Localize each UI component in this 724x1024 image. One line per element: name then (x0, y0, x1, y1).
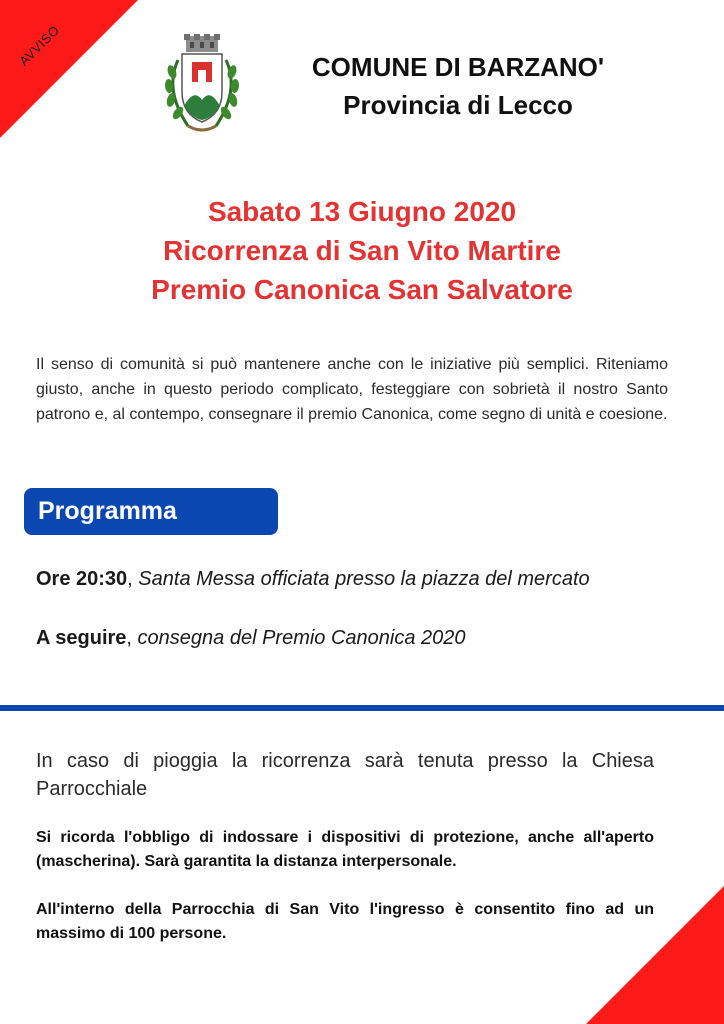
program-heading: Programma (24, 488, 278, 535)
mask-notice: Si ricorda l'obbligo di indossare i dispositivi di protezione, anche all'aperto (mascherina). Sarà garantita la distanza interpersonale. (36, 829, 654, 870)
rain-notice: In caso di pioggia la ricorrenza sarà tenuta presso la Chiesa Parrocchiale (36, 750, 654, 800)
municipality-name: COMUNE DI BARZANO' (311, 52, 605, 82)
program-item (36, 625, 466, 651)
intro-paragraph: Il senso di comunità si può mantenere anche con le iniziative più semplici. Riteniamo giusto, anche in questo periodo complicato, festeggiare con sobrietà il nostro Santo patrono e, al contempo, consegnare il premio Canonica, come segno di unità e coesione. (36, 356, 668, 423)
municipality-header (258, 48, 658, 124)
avviso-label: AVVISO (16, 22, 63, 69)
program-item-time: Ore 20:30 (36, 568, 128, 590)
program-item-separator: , (127, 568, 139, 590)
program-item-separator: , (126, 627, 138, 649)
crown-icon (184, 34, 220, 52)
capacity-notice: All'interno della Parrocchia di San Vito l'ingresso è consentito fino ad un massimo di 100 persone. (36, 901, 654, 942)
event-date: Sabato 13 Giugno 2020 (207, 196, 517, 227)
section-divider (0, 705, 724, 711)
corner-ribbon-top-left (0, 0, 138, 138)
corner-ribbon-bottom-right (586, 886, 724, 1024)
program-item (36, 566, 590, 592)
event-occasion: Ricorrenza di San Vito Martire (163, 235, 561, 266)
province-name: Provincia di Lecco (343, 90, 573, 120)
program-item-desc: Santa Messa officiata presso la piazza del mercato (138, 568, 590, 590)
program-item-time: A seguire (36, 627, 127, 649)
event-award: Premio Canonica San Salvatore (151, 274, 573, 305)
program-item-desc: consegna del Premio Canonica 2020 (137, 627, 466, 649)
event-title-block (0, 192, 724, 309)
municipal-crest (160, 30, 244, 138)
